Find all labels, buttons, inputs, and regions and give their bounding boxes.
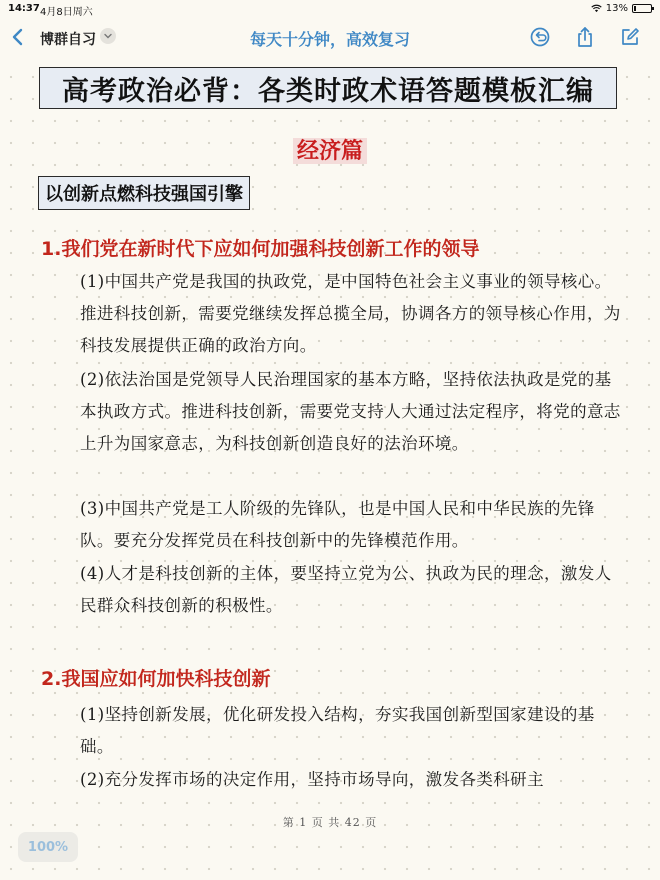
q2-paragraph-2: (2)充分发挥市场的决定作用，坚持市场导向，激发各类科研主 xyxy=(80,770,544,789)
q1-paragraph-2: (2)依法治国是党领导人民治理国家的基本方略，坚持依法执政是党的基本执政方式。推进科技创新，需要党支持人大通过法定程序，将党的意志上升为国家意志，为科技创新创造良好的法治环境。 xyxy=(80,370,621,453)
document-page xyxy=(0,58,660,880)
main-title: 高考政治必背：各类时政术语答题模板汇编 xyxy=(39,67,617,109)
battery-percent: 13% xyxy=(605,3,628,14)
section-title xyxy=(0,134,660,165)
q2-paragraph-1: (1)坚持创新发展，优化研发投入结构，夯实我国创新型国家建设的基础。 xyxy=(80,705,595,756)
document-name[interactable]: 博群自习 xyxy=(40,32,96,48)
question-2-heading: 2.我国应如何加快科技创新 xyxy=(41,668,271,690)
zoom-level-badge[interactable]: 100% xyxy=(18,832,78,862)
wifi-icon xyxy=(591,4,602,13)
status-date: 4月8日周六 xyxy=(40,7,93,18)
status-time: 14:37 xyxy=(8,3,40,14)
q1-paragraph-4: (4)人才是科技创新的主体，要坚持立党为公、执政为民的理念，激发人民群众科技创新的积极性。 xyxy=(80,564,612,615)
edit-icon[interactable] xyxy=(619,26,641,48)
q1-paragraph-3: (3)中国共产党是工人阶级的先锋队，也是中国人民和中华民族的先锋队。要充分发挥党员在科技创新中的先锋模范作用。 xyxy=(80,499,595,550)
subsection-title: 以创新点燃科技强国引擎 xyxy=(38,176,250,210)
share-icon[interactable] xyxy=(574,26,596,48)
status-bar xyxy=(0,0,660,18)
status-right xyxy=(591,3,652,14)
nav-title: 每天十分钟，高效复习 xyxy=(249,30,410,49)
section-title-text: 经济篇 xyxy=(293,138,367,164)
battery-icon xyxy=(632,4,652,13)
nav-bar xyxy=(0,18,660,58)
page-indicator: 第 1 页 共 42 页 xyxy=(282,816,378,829)
undo-icon[interactable] xyxy=(529,26,551,48)
question-1-heading: 1.我们党在新时代下应如何加强科技创新工作的领导 xyxy=(41,238,480,260)
q1-paragraph-1: (1)中国共产党是我国的执政党，是中国特色社会主义事业的领导核心。推进科技创新，需要党继续发挥总揽全局，协调各方的领导核心作用，为科技发展提供正确的政治方向。 xyxy=(80,272,621,355)
